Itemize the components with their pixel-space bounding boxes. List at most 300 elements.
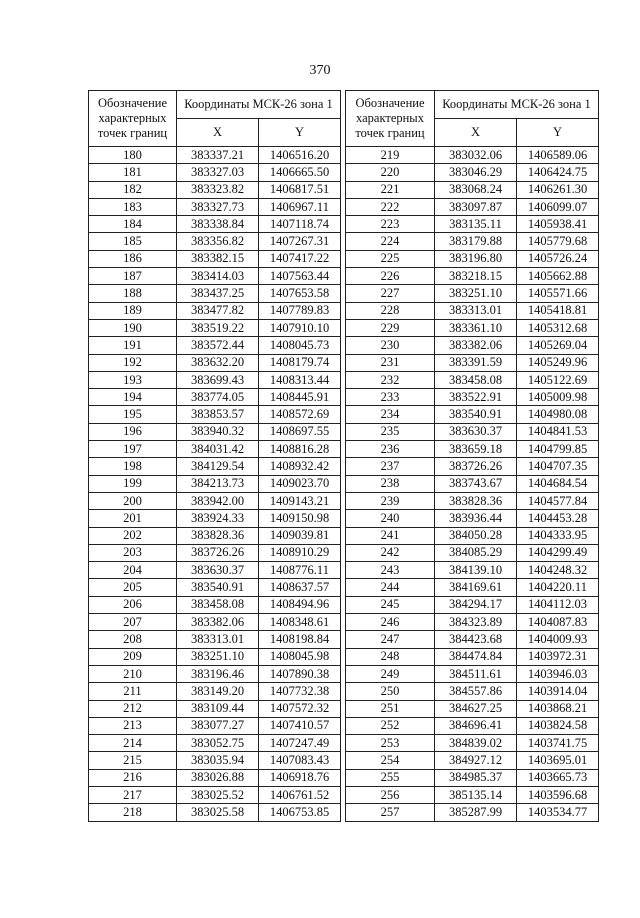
point-id-cell: 246 <box>346 614 435 631</box>
table-row <box>346 371 599 388</box>
y-coordinate-cell: 1404248.32 <box>517 562 599 579</box>
table-row <box>346 268 599 285</box>
table-row <box>346 752 599 769</box>
x-coordinate-cell: 383025.52 <box>177 786 259 803</box>
x-coordinate-cell: 383149.20 <box>177 683 259 700</box>
point-id-cell: 211 <box>89 683 177 700</box>
table-row <box>89 475 341 492</box>
y-coordinate-cell: 1404087.83 <box>517 614 599 631</box>
coords-label-header: Координаты МСК-26 зона 1 <box>435 91 599 119</box>
y-coordinate-cell: 1405249.96 <box>517 354 599 371</box>
x-coordinate-cell: 384423.68 <box>435 631 517 648</box>
table-row <box>89 717 341 734</box>
x-coordinate-cell: 383135.11 <box>435 216 517 233</box>
table-row <box>89 268 341 285</box>
point-id-cell: 227 <box>346 285 435 302</box>
x-coordinate-cell: 384129.54 <box>177 458 259 475</box>
point-id-cell: 222 <box>346 198 435 215</box>
y-coordinate-cell: 1407410.57 <box>259 717 341 734</box>
y-coordinate-cell: 1408045.98 <box>259 648 341 665</box>
point-id-cell: 193 <box>89 371 177 388</box>
point-id-cell: 205 <box>89 579 177 596</box>
x-coordinate-cell: 384511.61 <box>435 665 517 682</box>
table-row <box>89 683 341 700</box>
y-coordinate-cell: 1406753.85 <box>259 804 341 821</box>
x-coordinate-cell: 383458.08 <box>435 371 517 388</box>
table-row <box>89 700 341 717</box>
x-coordinate-cell: 384031.42 <box>177 441 259 458</box>
x-coordinate-cell: 383936.44 <box>435 510 517 527</box>
point-id-cell: 254 <box>346 752 435 769</box>
y-coordinate-cell: 1404333.95 <box>517 527 599 544</box>
table-row <box>89 510 341 527</box>
point-id-cell: 237 <box>346 458 435 475</box>
y-coordinate-cell: 1406589.06 <box>517 147 599 164</box>
point-id-cell: 209 <box>89 648 177 665</box>
point-id-cell: 251 <box>346 700 435 717</box>
point-id-cell: 221 <box>346 181 435 198</box>
table-row <box>346 164 599 181</box>
x-coordinate-cell: 383337.21 <box>177 147 259 164</box>
point-id-cell: 208 <box>89 631 177 648</box>
x-coordinate-cell: 384985.37 <box>435 769 517 786</box>
x-coordinate-cell: 383068.24 <box>435 181 517 198</box>
table-row <box>89 216 341 233</box>
table-row <box>346 354 599 371</box>
y-coordinate-cell: 1403695.01 <box>517 752 599 769</box>
y-coordinate-cell: 1405122.69 <box>517 371 599 388</box>
table-row <box>89 614 341 631</box>
y-coordinate-cell: 1408932.42 <box>259 458 341 475</box>
point-id-cell: 183 <box>89 198 177 215</box>
x-coordinate-cell: 383942.00 <box>177 492 259 509</box>
point-id-cell: 224 <box>346 233 435 250</box>
y-coordinate-cell: 1409150.98 <box>259 510 341 527</box>
x-coordinate-cell: 383323.82 <box>177 181 259 198</box>
point-id-cell: 242 <box>346 544 435 561</box>
y-coordinate-cell: 1403824.58 <box>517 717 599 734</box>
table-row <box>346 423 599 440</box>
point-id-cell: 253 <box>346 735 435 752</box>
y-coordinate-cell: 1406665.50 <box>259 164 341 181</box>
x-coordinate-cell: 384696.41 <box>435 717 517 734</box>
x-coordinate-cell: 383026.88 <box>177 769 259 786</box>
point-id-cell: 212 <box>89 700 177 717</box>
coords-label-header: Координаты МСК-26 зона 1 <box>177 91 341 119</box>
table-row <box>346 337 599 354</box>
point-id-cell: 243 <box>346 562 435 579</box>
x-coordinate-cell: 383179.88 <box>435 233 517 250</box>
x-coordinate-cell: 385287.99 <box>435 804 517 821</box>
point-id-cell: 203 <box>89 544 177 561</box>
y-coordinate-cell: 1408572.69 <box>259 406 341 423</box>
point-id-cell: 249 <box>346 665 435 682</box>
table-row <box>346 302 599 319</box>
table-row <box>89 804 341 821</box>
y-coordinate-cell: 1404453.28 <box>517 510 599 527</box>
table-row <box>89 631 341 648</box>
point-id-cell: 241 <box>346 527 435 544</box>
table-row <box>346 786 599 803</box>
x-coordinate-cell: 384139.10 <box>435 562 517 579</box>
x-coordinate-cell: 383196.46 <box>177 665 259 682</box>
y-coordinate-cell: 1405779.68 <box>517 233 599 250</box>
table-row <box>89 198 341 215</box>
table-row <box>346 804 599 821</box>
table-row <box>346 562 599 579</box>
table-row <box>346 492 599 509</box>
table-row <box>89 752 341 769</box>
table-row <box>89 492 341 509</box>
y-coordinate-cell: 1405269.04 <box>517 337 599 354</box>
point-id-cell: 250 <box>346 683 435 700</box>
table-row <box>89 250 341 267</box>
x-coordinate-cell: 383391.59 <box>435 354 517 371</box>
point-label-header: Обозначение характерных точек границ <box>89 91 177 147</box>
table-row <box>346 683 599 700</box>
table-row <box>89 147 341 164</box>
x-coordinate-cell: 383046.29 <box>435 164 517 181</box>
y-coordinate-cell: 1409143.21 <box>259 492 341 509</box>
y-coordinate-cell: 1404220.11 <box>517 579 599 596</box>
point-id-cell: 220 <box>346 164 435 181</box>
point-id-cell: 191 <box>89 337 177 354</box>
x-coordinate-cell: 383477.82 <box>177 302 259 319</box>
table-row <box>346 631 599 648</box>
point-id-cell: 223 <box>346 216 435 233</box>
point-id-cell: 198 <box>89 458 177 475</box>
y-column-header: Y <box>517 119 599 147</box>
table-row <box>346 458 599 475</box>
table-row <box>89 769 341 786</box>
table-row <box>346 233 599 250</box>
table-row <box>346 475 599 492</box>
table-row <box>346 614 599 631</box>
point-id-cell: 247 <box>346 631 435 648</box>
y-coordinate-cell: 1408198.84 <box>259 631 341 648</box>
y-coordinate-cell: 1405662.88 <box>517 268 599 285</box>
x-column-header: X <box>435 119 517 147</box>
y-coordinate-cell: 1406099.07 <box>517 198 599 215</box>
y-coordinate-cell: 1406261.30 <box>517 181 599 198</box>
x-coordinate-cell: 383853.57 <box>177 406 259 423</box>
point-id-cell: 185 <box>89 233 177 250</box>
table-row <box>346 250 599 267</box>
y-coordinate-cell: 1407118.74 <box>259 216 341 233</box>
y-coordinate-cell: 1407417.22 <box>259 250 341 267</box>
point-id-cell: 257 <box>346 804 435 821</box>
point-id-cell: 194 <box>89 389 177 406</box>
table-row <box>89 544 341 561</box>
y-coordinate-cell: 1405938.41 <box>517 216 599 233</box>
y-coordinate-cell: 1404577.84 <box>517 492 599 509</box>
y-coordinate-cell: 1406424.75 <box>517 164 599 181</box>
x-coordinate-cell: 384085.29 <box>435 544 517 561</box>
table-row <box>89 648 341 665</box>
point-id-cell: 240 <box>346 510 435 527</box>
x-coordinate-cell: 383522.91 <box>435 389 517 406</box>
x-coordinate-cell: 383699.43 <box>177 371 259 388</box>
table-row <box>89 354 341 371</box>
x-coordinate-cell: 383077.27 <box>177 717 259 734</box>
y-coordinate-cell: 1409039.81 <box>259 527 341 544</box>
table-row <box>89 302 341 319</box>
table-row <box>89 164 341 181</box>
x-coordinate-cell: 383251.10 <box>435 285 517 302</box>
x-coordinate-cell: 383382.06 <box>435 337 517 354</box>
y-coordinate-cell: 1406817.51 <box>259 181 341 198</box>
y-coordinate-cell: 1404112.03 <box>517 596 599 613</box>
y-coordinate-cell: 1408816.28 <box>259 441 341 458</box>
table-row <box>346 735 599 752</box>
table-row <box>89 579 341 596</box>
y-coordinate-cell: 1408637.57 <box>259 579 341 596</box>
table-row <box>346 527 599 544</box>
point-id-cell: 199 <box>89 475 177 492</box>
x-coordinate-cell: 383726.26 <box>177 544 259 561</box>
y-coordinate-cell: 1406761.52 <box>259 786 341 803</box>
x-coordinate-cell: 383313.01 <box>435 302 517 319</box>
table-row <box>89 181 341 198</box>
y-coordinate-cell: 1404009.93 <box>517 631 599 648</box>
x-coordinate-cell: 383196.80 <box>435 250 517 267</box>
y-coordinate-cell: 1403868.21 <box>517 700 599 717</box>
point-id-cell: 213 <box>89 717 177 734</box>
point-id-cell: 200 <box>89 492 177 509</box>
table-row <box>346 717 599 734</box>
y-coordinate-cell: 1404707.35 <box>517 458 599 475</box>
table-row <box>89 337 341 354</box>
point-id-cell: 187 <box>89 268 177 285</box>
y-coordinate-cell: 1408445.91 <box>259 389 341 406</box>
y-coordinate-cell: 1403914.04 <box>517 683 599 700</box>
y-coordinate-cell: 1405571.66 <box>517 285 599 302</box>
point-id-cell: 236 <box>346 441 435 458</box>
table-row <box>346 665 599 682</box>
y-coordinate-cell: 1403596.68 <box>517 786 599 803</box>
table-row <box>346 510 599 527</box>
point-id-cell: 226 <box>346 268 435 285</box>
point-label-header: Обозначение характерных точек границ <box>346 91 435 147</box>
x-coordinate-cell: 383659.18 <box>435 441 517 458</box>
y-coordinate-cell: 1409023.70 <box>259 475 341 492</box>
point-id-cell: 238 <box>346 475 435 492</box>
y-coordinate-cell: 1403534.77 <box>517 804 599 821</box>
point-id-cell: 248 <box>346 648 435 665</box>
y-coordinate-cell: 1405418.81 <box>517 302 599 319</box>
point-id-cell: 215 <box>89 752 177 769</box>
x-coordinate-cell: 383327.03 <box>177 164 259 181</box>
point-id-cell: 188 <box>89 285 177 302</box>
y-coordinate-cell: 1407083.43 <box>259 752 341 769</box>
x-coordinate-cell: 384557.86 <box>435 683 517 700</box>
x-coordinate-cell: 383414.03 <box>177 268 259 285</box>
x-coordinate-cell: 384839.02 <box>435 735 517 752</box>
x-coordinate-cell: 383327.73 <box>177 198 259 215</box>
point-id-cell: 228 <box>346 302 435 319</box>
x-coordinate-cell: 383540.91 <box>177 579 259 596</box>
table-row <box>346 181 599 198</box>
point-id-cell: 229 <box>346 319 435 336</box>
point-id-cell: 181 <box>89 164 177 181</box>
x-coordinate-cell: 384050.28 <box>435 527 517 544</box>
y-coordinate-cell: 1408494.96 <box>259 596 341 613</box>
x-coordinate-cell: 384169.61 <box>435 579 517 596</box>
table-row <box>89 527 341 544</box>
table-row <box>346 544 599 561</box>
x-coordinate-cell: 383025.58 <box>177 804 259 821</box>
x-coordinate-cell: 383828.36 <box>435 492 517 509</box>
x-coordinate-cell: 383743.67 <box>435 475 517 492</box>
y-coordinate-cell: 1404841.53 <box>517 423 599 440</box>
table-row <box>346 579 599 596</box>
x-coordinate-cell: 383218.15 <box>435 268 517 285</box>
table-row <box>346 285 599 302</box>
y-coordinate-cell: 1408910.29 <box>259 544 341 561</box>
y-coordinate-cell: 1404299.49 <box>517 544 599 561</box>
point-id-cell: 255 <box>346 769 435 786</box>
y-coordinate-cell: 1407653.58 <box>259 285 341 302</box>
table-row <box>346 198 599 215</box>
table-row <box>89 458 341 475</box>
x-coordinate-cell: 383632.20 <box>177 354 259 371</box>
x-coordinate-cell: 383519.22 <box>177 319 259 336</box>
table-row <box>89 233 341 250</box>
table-row <box>346 406 599 423</box>
x-coordinate-cell: 383382.15 <box>177 250 259 267</box>
y-coordinate-cell: 1405312.68 <box>517 319 599 336</box>
point-id-cell: 182 <box>89 181 177 198</box>
table-row <box>89 389 341 406</box>
table-row <box>89 423 341 440</box>
point-id-cell: 214 <box>89 735 177 752</box>
point-id-cell: 234 <box>346 406 435 423</box>
point-id-cell: 186 <box>89 250 177 267</box>
table-row <box>89 735 341 752</box>
point-id-cell: 233 <box>346 389 435 406</box>
table-row <box>89 562 341 579</box>
point-id-cell: 190 <box>89 319 177 336</box>
x-coordinate-cell: 383437.25 <box>177 285 259 302</box>
table-row <box>89 665 341 682</box>
table-row <box>346 648 599 665</box>
point-id-cell: 195 <box>89 406 177 423</box>
x-coordinate-cell: 383540.91 <box>435 406 517 423</box>
x-coordinate-cell: 384213.73 <box>177 475 259 492</box>
point-id-cell: 184 <box>89 216 177 233</box>
y-coordinate-cell: 1408313.44 <box>259 371 341 388</box>
table-row <box>89 371 341 388</box>
point-id-cell: 239 <box>346 492 435 509</box>
x-coordinate-cell: 383035.94 <box>177 752 259 769</box>
point-id-cell: 217 <box>89 786 177 803</box>
x-coordinate-cell: 383458.08 <box>177 596 259 613</box>
x-column-header: X <box>177 119 259 147</box>
point-id-cell: 232 <box>346 371 435 388</box>
table-row <box>89 285 341 302</box>
y-coordinate-cell: 1406918.76 <box>259 769 341 786</box>
table-row <box>346 700 599 717</box>
y-coordinate-cell: 1404799.85 <box>517 441 599 458</box>
y-coordinate-cell: 1407910.10 <box>259 319 341 336</box>
x-coordinate-cell: 383630.37 <box>177 562 259 579</box>
table-row <box>346 147 599 164</box>
point-id-cell: 245 <box>346 596 435 613</box>
y-coordinate-cell: 1403665.73 <box>517 769 599 786</box>
table-row <box>89 441 341 458</box>
point-id-cell: 256 <box>346 786 435 803</box>
coordinates-table-right <box>345 90 599 822</box>
table-row <box>346 319 599 336</box>
point-id-cell: 202 <box>89 527 177 544</box>
point-id-cell: 201 <box>89 510 177 527</box>
y-coordinate-cell: 1407247.49 <box>259 735 341 752</box>
x-coordinate-cell: 383572.44 <box>177 337 259 354</box>
x-coordinate-cell: 383924.33 <box>177 510 259 527</box>
y-coordinate-cell: 1403946.03 <box>517 665 599 682</box>
y-column-header: Y <box>259 119 341 147</box>
x-coordinate-cell: 383774.05 <box>177 389 259 406</box>
point-id-cell: 204 <box>89 562 177 579</box>
table-row <box>89 596 341 613</box>
x-coordinate-cell: 383313.01 <box>177 631 259 648</box>
point-id-cell: 180 <box>89 147 177 164</box>
x-coordinate-cell: 384323.89 <box>435 614 517 631</box>
y-coordinate-cell: 1407563.44 <box>259 268 341 285</box>
point-id-cell: 189 <box>89 302 177 319</box>
x-coordinate-cell: 383251.10 <box>177 648 259 665</box>
table-row <box>89 319 341 336</box>
point-id-cell: 244 <box>346 579 435 596</box>
y-coordinate-cell: 1407267.31 <box>259 233 341 250</box>
coordinates-table-left <box>88 90 341 822</box>
y-coordinate-cell: 1405009.98 <box>517 389 599 406</box>
table-row <box>346 389 599 406</box>
table-row <box>346 769 599 786</box>
x-coordinate-cell: 383382.06 <box>177 614 259 631</box>
x-coordinate-cell: 383032.06 <box>435 147 517 164</box>
table-row <box>346 441 599 458</box>
point-id-cell: 235 <box>346 423 435 440</box>
point-id-cell: 206 <box>89 596 177 613</box>
point-id-cell: 218 <box>89 804 177 821</box>
table-row <box>346 596 599 613</box>
table-row <box>89 786 341 803</box>
x-coordinate-cell: 383052.75 <box>177 735 259 752</box>
x-coordinate-cell: 383109.44 <box>177 700 259 717</box>
point-id-cell: 252 <box>346 717 435 734</box>
y-coordinate-cell: 1408045.73 <box>259 337 341 354</box>
y-coordinate-cell: 1408697.55 <box>259 423 341 440</box>
y-coordinate-cell: 1405726.24 <box>517 250 599 267</box>
page-number: 370 <box>309 63 331 78</box>
y-coordinate-cell: 1403741.75 <box>517 735 599 752</box>
y-coordinate-cell: 1406516.20 <box>259 147 341 164</box>
point-id-cell: 216 <box>89 769 177 786</box>
x-coordinate-cell: 383726.26 <box>435 458 517 475</box>
x-coordinate-cell: 383940.32 <box>177 423 259 440</box>
y-coordinate-cell: 1404684.54 <box>517 475 599 492</box>
x-coordinate-cell: 383097.87 <box>435 198 517 215</box>
y-coordinate-cell: 1408179.74 <box>259 354 341 371</box>
point-id-cell: 225 <box>346 250 435 267</box>
x-coordinate-cell: 383356.82 <box>177 233 259 250</box>
x-coordinate-cell: 383630.37 <box>435 423 517 440</box>
x-coordinate-cell: 383361.10 <box>435 319 517 336</box>
y-coordinate-cell: 1407732.38 <box>259 683 341 700</box>
x-coordinate-cell: 383338.84 <box>177 216 259 233</box>
x-coordinate-cell: 384474.84 <box>435 648 517 665</box>
